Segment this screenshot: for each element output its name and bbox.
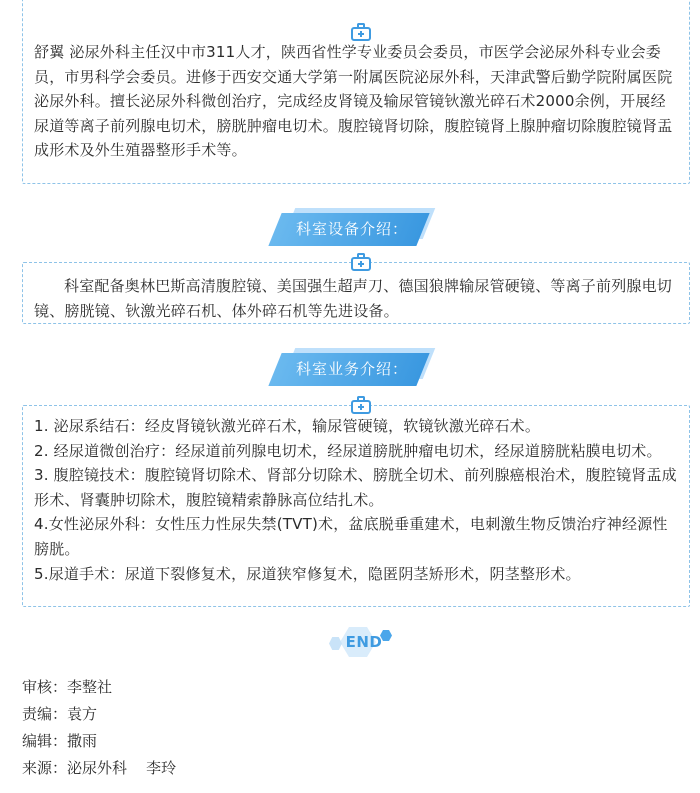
equipment-text: 科室配备奥林巴斯高清腹腔镜、美国强生超声刀、德国狼牌输尿管硬镜、等离子前列腺电切镜、膀胱镜、钬激光碎石机、体外碎石机等先进设备。 xyxy=(34,277,673,320)
end-label: END xyxy=(345,633,383,651)
services-heading: 科室业务介绍： xyxy=(295,360,408,378)
equipment-box xyxy=(22,262,690,324)
end-mark xyxy=(300,620,404,664)
medical-kit-icon xyxy=(351,23,371,41)
services-list xyxy=(34,414,680,586)
services-heading-ribbon xyxy=(275,353,429,386)
doctor-intro-text: 舒翼 泌尿外科主任汉中市311人才，陕西省性学专业委员会委员，市医学会泌尿外科专业会委员，市男科学会委员。进修于西安交通大学第一附属医院泌尿外科，天津武警后勤学院附属医院泌尿外科。擅长泌尿外科微创治疗，完成经皮肾镜及输尿管镜钬激光碎石术2000余例，开展经尿道等离子前列腺电切术，膀胱肿瘤电切术。腹腔镜肾切除，腹腔镜肾上腺肿瘤切除腹腔镜肾盂成形术及外生殖器整形手术等。 xyxy=(34,43,673,160)
list-item: 4.女性泌尿外科：女性压力性尿失禁(TVT)术，盆底脱垂重建术，电刺激生物反馈治疗神经源性膀胱。 xyxy=(34,515,668,558)
credit-source: 来源：泌尿外科 李玲 xyxy=(22,759,177,777)
equipment-heading: 科室设备介绍： xyxy=(295,220,408,238)
credit-review: 审核：李整社 xyxy=(22,678,113,696)
credit-editor: 编辑：撒雨 xyxy=(22,732,98,750)
credit-editor-in-charge: 责编：袁方 xyxy=(22,705,98,723)
medical-kit-icon xyxy=(351,396,371,414)
services-box xyxy=(22,405,690,607)
list-item: 3. 腹腔镜技术：腹腔镜肾切除术、肾部分切除术、膀胱全切术、前列腺癌根治术，腹腔镜肾盂成形术、肾囊肿切除术，腹腔镜精索静脉高位结扎术。 xyxy=(34,466,677,509)
medical-kit-icon xyxy=(351,253,371,271)
equipment-heading-ribbon xyxy=(275,213,429,246)
list-item: 2. 经尿道微创治疗：经尿道前列腺电切术，经尿道膀胱肿瘤电切术，经尿道膀胱粘膜电切术。 xyxy=(34,441,662,460)
list-item: 5.尿道手术：尿道下裂修复术，尿道狭窄修复术，隐匿阴茎矫形术，阴茎整形术。 xyxy=(34,564,581,583)
list-item: 1. 泌尿系结石：经皮肾镜钬激光碎石术，输尿管硬镜，软镜钬激光碎石术。 xyxy=(34,417,541,435)
